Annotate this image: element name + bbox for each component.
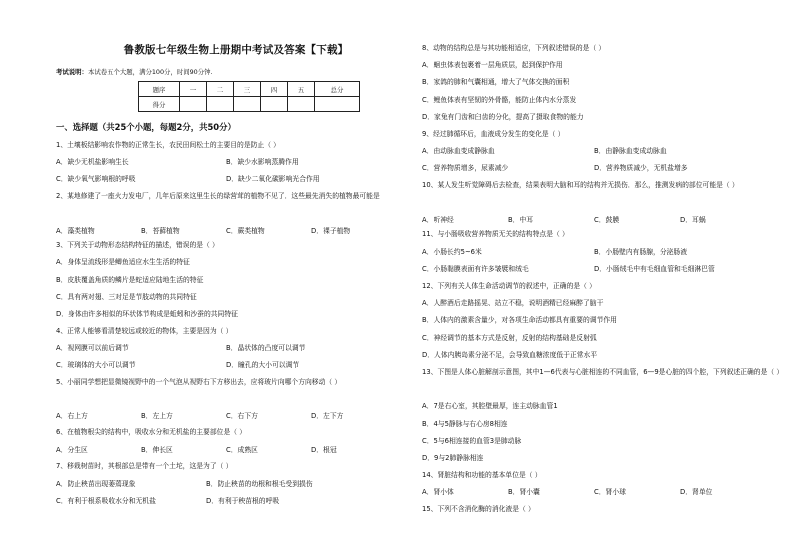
option: A．蛔虫体表包裹着一层角质层，起到保护作用: [422, 61, 563, 69]
question-stem: 10、某人发生听觉障碍后去检查，结果表明大脑和耳的结构并无损伤．那么，推测发病的部位可能是（ ）: [422, 181, 739, 189]
question-stem: 7、移栽树苗时，其根部总是带有一个土坨，这是为了（ ）: [56, 462, 233, 470]
exam-note: [56, 67, 213, 76]
option: C．玻璃体的大小可以调节: [56, 361, 136, 369]
option: B．防止秧苗的幼根和根毛受到损伤: [206, 480, 313, 488]
option: D．裸子植物: [311, 227, 351, 235]
option: C．鲤鱼体表有坚韧的外骨骼，能防止体内水分蒸发: [422, 96, 577, 104]
score-cell[interactable]: [234, 97, 261, 112]
question-stem: 8、动物的结构总是与其功能相适应，下列叙述错误的是（ ）: [422, 44, 606, 52]
option: B．缺少水影响蒸腾作用: [226, 158, 299, 166]
option: C．成熟区: [226, 446, 258, 454]
option: D．肾单位: [680, 488, 713, 496]
question-stem: 9、经过肺循环后，血液成分发生的变化是（ ）: [422, 130, 565, 138]
option: A．人醉酒后走路摇晃、站立不稳，说明酒精已经麻醉了脑干: [422, 299, 604, 307]
question-stem: 15、下列不含消化酶的消化液是（ ）: [422, 505, 535, 513]
question-stem: 6、在植物根尖的结构中，吸收水分和无机盐的主要部位是（ ）: [56, 428, 246, 436]
option: B．伸长区: [141, 446, 173, 454]
option: C．神经调节的基本方式是反射，反射的结构基础是反射弧: [422, 334, 597, 342]
score-table-score-row: [139, 97, 360, 112]
option: C．有利于根系吸收水分和无机盐: [56, 497, 156, 505]
option: A．右上方: [56, 412, 88, 420]
score-cell[interactable]: [180, 97, 207, 112]
option: A．身体呈流线形是鲫鱼适应水生生活的特征: [56, 258, 190, 266]
option: A．听神经: [422, 216, 454, 224]
option: B．由静脉血变成动脉血: [594, 147, 667, 155]
score-cell[interactable]: [288, 97, 315, 112]
option: D．缺少二氧化碳影响光合作用: [226, 175, 320, 183]
option: B．中耳: [508, 216, 534, 224]
option: B．晶状体的凸度可以调节: [226, 344, 306, 352]
score-header-cell: 三: [234, 82, 261, 97]
option: C．营养物质增多，尿素减少: [422, 164, 509, 172]
question-stem: 13、下图是人体心脏解剖示意图，其中1—6代表与心脏相连的不同血管，6—9是心脏的四个腔，下列叙述正确的是（ ）: [422, 368, 784, 376]
option: B．4与5静脉与右心房8相连: [422, 420, 508, 428]
score-table: [138, 81, 360, 112]
question-stem: 1、土壤板结影响农作物的正常生长，农民田间松土的主要目的是防止（ ）: [56, 141, 280, 149]
option: A．防止秧苗出现萎蔫现象: [56, 480, 136, 488]
option: C．小肠黏膜表面有许多皱襞和绒毛: [422, 265, 529, 273]
question-stem: 4、正常人能够看清楚较远或较近的物体，主要是因为（ ）: [56, 327, 233, 335]
option: C．缺少氧气影响根的呼吸: [56, 175, 136, 183]
option: D．营养物质减少，无机盐增多: [594, 164, 688, 172]
score-row-label: 得分: [139, 97, 180, 112]
option: A．藻类植物: [56, 227, 95, 235]
exam-note-label: 考试说明：: [56, 68, 88, 76]
exam-note-text: 本试卷五个大题，满分100分，时间90分钟.: [87, 68, 213, 76]
option: C．具有两对翅、三对足是节肢动物的共同特征: [56, 293, 197, 301]
score-table-header-row: [139, 82, 360, 97]
option: D．人体内胰岛素分泌不足，会导致血糖浓度低于正常水平: [422, 351, 598, 359]
option: C．鼓膜: [594, 216, 620, 224]
option: D．左下方: [311, 412, 344, 420]
score-header-cell: 总分: [315, 82, 360, 97]
option: B．左上方: [141, 412, 173, 420]
question-stem: 14、肾脏结构和功能的基本单位是（ ）: [422, 471, 542, 479]
option: D．耳蜗: [680, 216, 706, 224]
page-title: 鲁教版七年级生物上册期中考试及答案【下载】: [123, 44, 349, 56]
score-cell[interactable]: [315, 97, 360, 112]
score-cell[interactable]: [207, 97, 234, 112]
option: B．肾小囊: [508, 488, 540, 496]
option: B．家鸽的肺和气囊相通，增大了气体交换的面积: [422, 78, 570, 86]
option: A．缺少无机盐影响生长: [56, 158, 129, 166]
option: D．瞳孔的大小可以调节: [226, 361, 300, 369]
option: C．肾小球: [594, 488, 626, 496]
score-header-cell: 四: [261, 82, 288, 97]
option: D．有利于秧苗根的呼吸: [206, 497, 280, 505]
option: D．根冠: [311, 446, 337, 454]
option: D．小肠绒毛中有毛细血管和毛细淋巴管: [594, 265, 715, 273]
question-stem: 11、与小肠吸收营养物质无关的结构特点是（ ）: [422, 230, 569, 238]
question-stem: 3、下列关于动物形态结构特征的描述，错误的是（ ）: [56, 241, 219, 249]
option: B．苔藓植物: [141, 227, 180, 235]
option: B．皮肤覆盖角质的鳞片是蛇适应陆地生活的特征: [56, 276, 204, 284]
option: A．7是右心室，其腔壁最厚，连主动脉血管1: [422, 402, 558, 410]
option: B．小肠壁内有肠腺，分泌肠液: [594, 248, 688, 256]
option: C．蕨类植物: [226, 227, 265, 235]
option: A．视网膜可以前后调节: [56, 344, 129, 352]
option: A．分生区: [56, 446, 88, 454]
option: D．9与2肺静脉相连: [422, 454, 484, 462]
score-cell[interactable]: [261, 97, 288, 112]
option: A．由动脉血变成静脉血: [422, 147, 495, 155]
question-stem: 12、下列有关人体生命活动调节的叙述中，正确的是（ ）: [422, 282, 596, 290]
score-header-cell: 五: [288, 82, 315, 97]
option: C．右下方: [226, 412, 258, 420]
section-heading: 一、选择题（共25个小题，每题2分，共50分）: [56, 122, 236, 132]
option: D．身体由许多相似的环状体节构成是蚯蚓和沙蚕的共同特征: [56, 310, 238, 318]
score-header-cell: 一: [180, 82, 207, 97]
score-header-cell: 题序: [139, 82, 180, 97]
score-header-cell: 二: [207, 82, 234, 97]
question-stem: 2、某地修建了一座火力发电厂，几年后原来这里生长的绿营茸的植物不见了．这些最先消失的植物最可能是: [56, 192, 380, 200]
question-stem: 5、小丽同学想把显微镜视野中的一个气泡从视野右下方移出去，应将玻片向哪个方向移动（ ）: [56, 378, 342, 386]
option: B．人体内的激素含量少，对各项生命活动都具有重要的调节作用: [422, 316, 617, 324]
option: D．家兔有门齿和臼齿的分化，提高了摄取食物的能力: [422, 113, 584, 121]
option: C．5与6相连接的血管3是肺动脉: [422, 437, 522, 445]
option: A．小肠长约5~6米: [422, 248, 482, 256]
option: A．肾小体: [422, 488, 454, 496]
